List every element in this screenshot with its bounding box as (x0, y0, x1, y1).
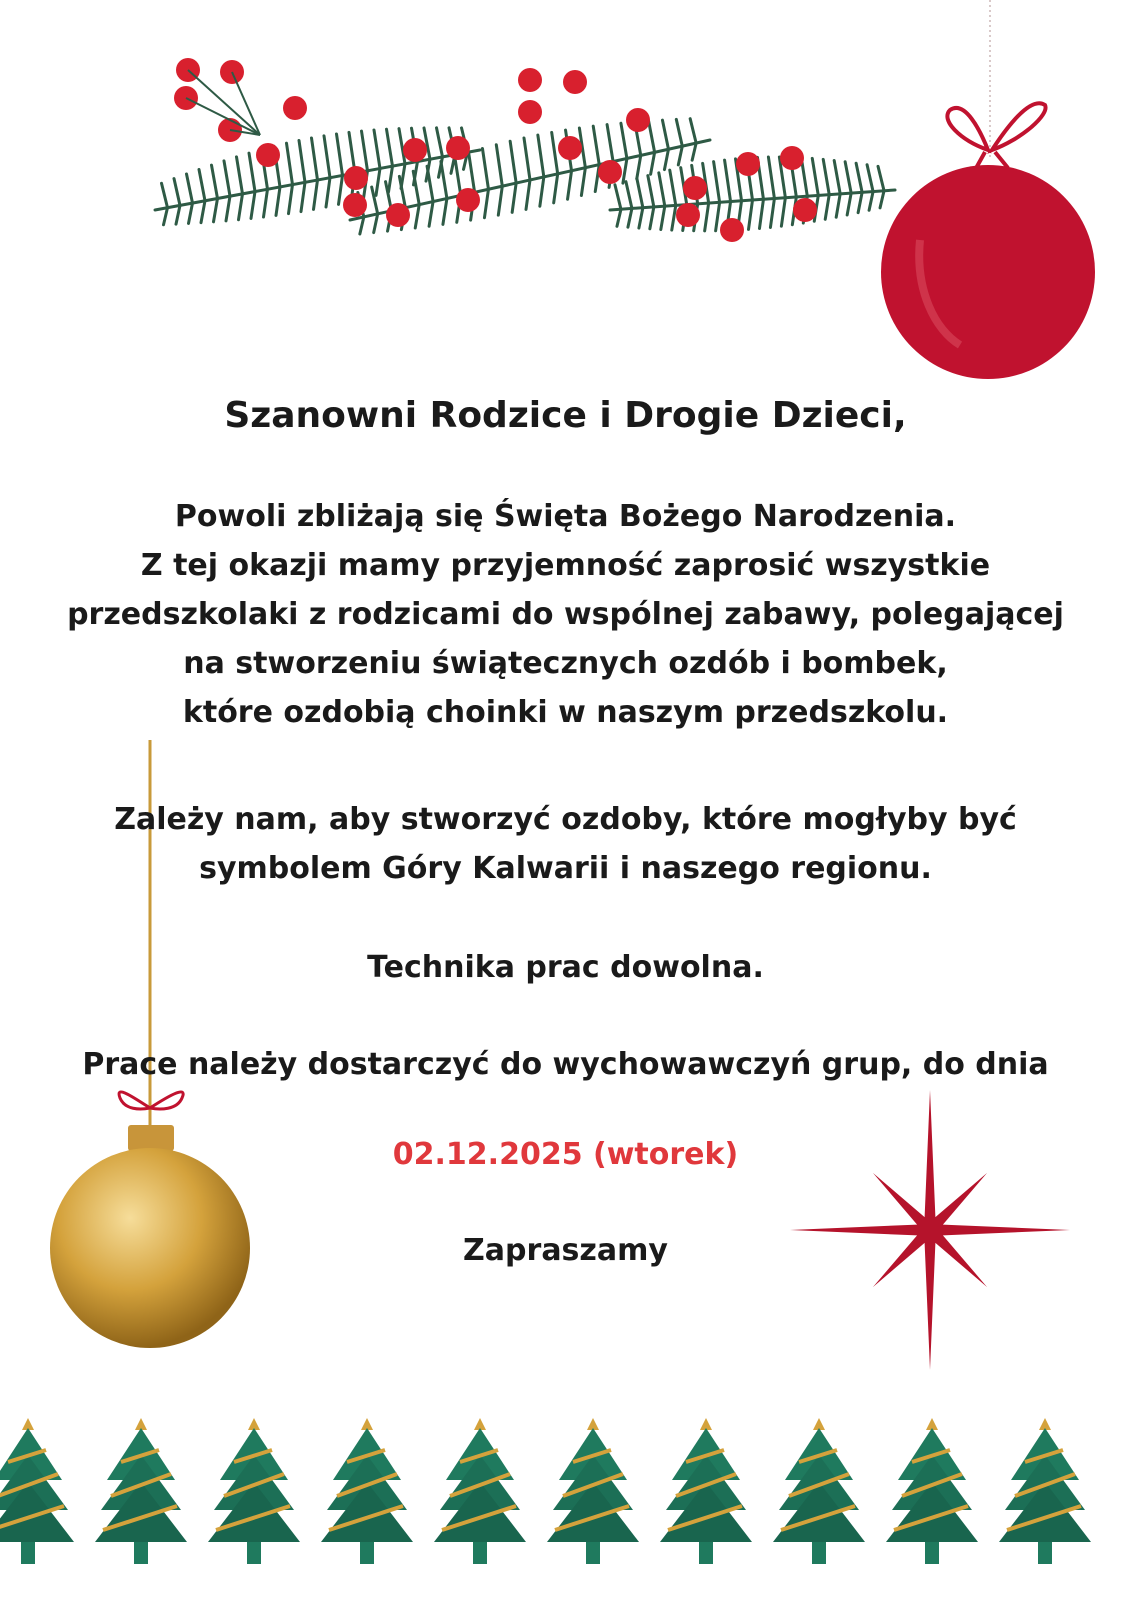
greeting-heading: Szanowni Rodzice i Drogie Dzieci, (224, 395, 907, 436)
christmas-tree-row (0, 1410, 1131, 1580)
deadline-date: 02.12.2025 (wtorek) (392, 1137, 739, 1172)
paragraph-technique: Technika prac dowolna. (367, 950, 764, 985)
christmas-tree-icon (660, 1418, 752, 1564)
paragraph-invitation (0, 492, 1131, 737)
invite-closing: Zapraszamy (463, 1233, 668, 1268)
text-line: Zależy nam, aby stworzyć ozdoby, które mogłyby być (114, 802, 1017, 837)
christmas-tree-icon (321, 1418, 413, 1564)
text-line: symbolem Góry Kalwarii i naszego regionu. (199, 851, 932, 886)
christmas-tree-icon (999, 1418, 1091, 1564)
text-line: przedszkolaki z rodzicami do wspólnej zabawy, polegającej (67, 597, 1064, 632)
christmas-tree-icon (434, 1418, 526, 1564)
christmas-tree-icon (0, 1418, 74, 1564)
paragraph-delivery: Prace należy dostarczyć do wychowawczyń grup, do dnia (82, 1047, 1049, 1082)
text-line: Z tej okazji mamy przyjemność zaprosić wszystkie (140, 548, 991, 583)
red-bauble-icon (880, 0, 1110, 395)
paragraph-symbol (0, 795, 1131, 893)
text-line: Powoli zbliżają się Święta Bożego Narodzenia. (174, 499, 957, 534)
text-line: na stworzeniu świątecznych ozdób i bombek, (183, 646, 948, 681)
christmas-tree-icon (95, 1418, 187, 1564)
christmas-tree-icon (773, 1418, 865, 1564)
christmas-tree-icon (547, 1418, 639, 1564)
christmas-tree-icon (886, 1418, 978, 1564)
christmas-tree-icon (208, 1418, 300, 1564)
star-icon (785, 1085, 1075, 1375)
text-line: które ozdobią choinki w naszym przedszkolu. (182, 695, 949, 730)
pine-garland-icon (150, 40, 910, 260)
